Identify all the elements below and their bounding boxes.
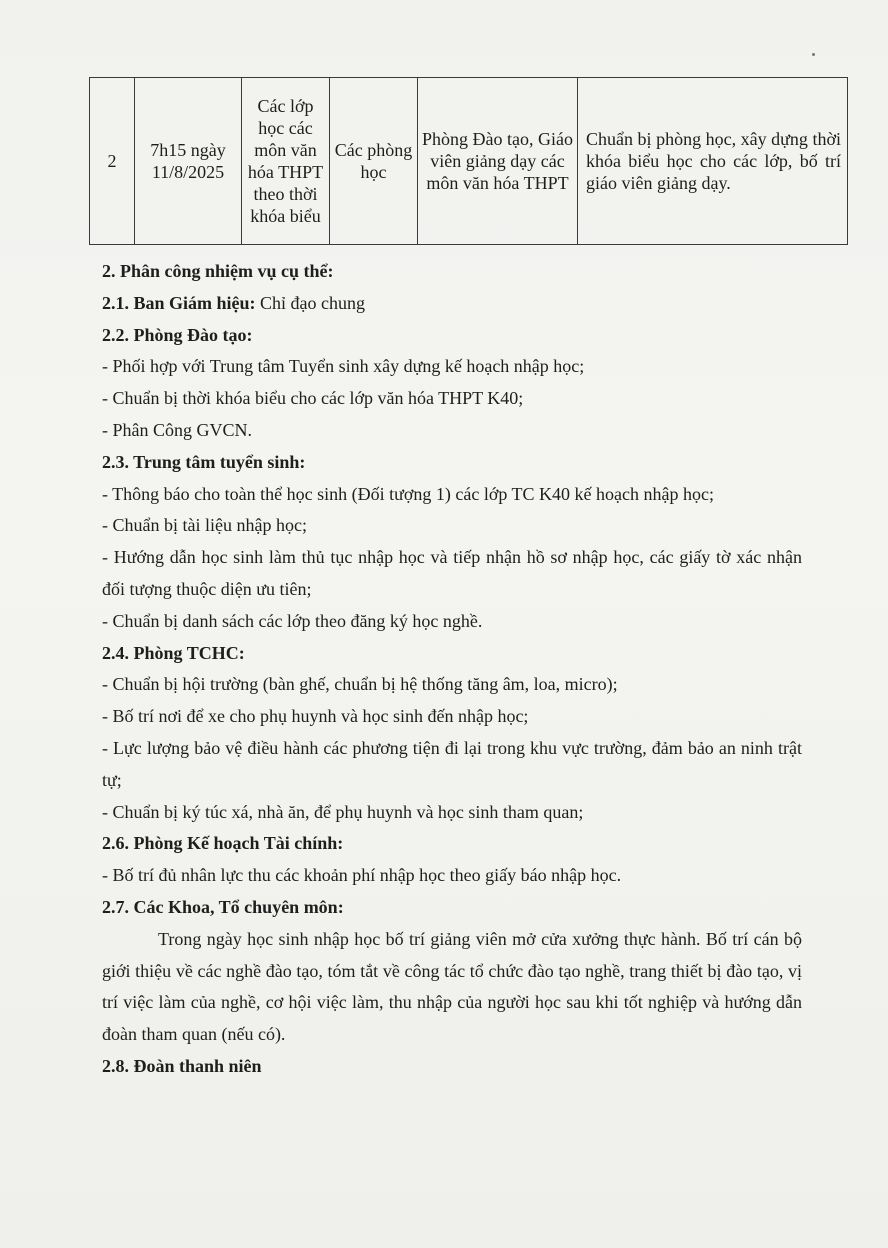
cell-responsible: Phòng Đào tạo, Giáo viên giảng dạy các môn văn hóa THPT [418, 78, 578, 245]
cell-location: Các phòng học [330, 78, 418, 245]
section-2-2-heading: 2.2. Phòng Đào tạo: [102, 324, 253, 345]
section-2-1-text: Chỉ đạo chung [255, 292, 366, 313]
list-item: - Bố trí nơi để xe cho phụ huynh và học sinh đến nhập học; [102, 706, 529, 727]
list-item: - Phối hợp với Trung tâm Tuyển sinh xây dựng kế hoạch nhập học; [102, 356, 585, 377]
list-item: - Thông báo cho toàn thể học sinh (Đối tượng 1) các lớp TC K40 kế hoạch nhập học; [102, 483, 714, 504]
table-row [90, 78, 848, 245]
list-item: - Lực lượng bảo vệ điều hành các phương tiện đi lại trong khu vực trường, đảm bảo an ninh trật tự; [102, 737, 802, 790]
list-item: - Chuẩn bị danh sách các lớp theo đăng ký học nghề. [102, 610, 483, 631]
cell-stt: 2 [90, 78, 135, 245]
list-item: - Chuẩn bị tài liệu nhập học; [102, 515, 307, 536]
list-item: - Chuẩn bị hội trường (bàn ghế, chuẩn bị hệ thống tăng âm, loa, micro); [102, 674, 618, 695]
section-2-1 [102, 288, 802, 320]
list-item: - Phân Công GVCN. [102, 419, 253, 440]
list-item: - Chuẩn bị ký túc xá, nhà ăn, để phụ huynh và học sinh tham quan; [102, 801, 584, 822]
section-title: 2. Phân công nhiệm vụ cụ thể: [102, 261, 334, 281]
list-item: - Hướng dẫn học sinh làm thủ tục nhập học và tiếp nhận hồ sơ nhập học, các giấy tờ xác nhận đối tượng thuộc diện ưu tiên; [102, 547, 802, 599]
schedule-table [89, 77, 848, 245]
document-body [102, 256, 802, 1083]
section-2-7-heading: 2.7. Các Khoa, Tổ chuyên môn: [102, 896, 344, 917]
cell-time: 7h15 ngày 11/8/2025 [135, 78, 242, 245]
section-2-4-heading: 2.4. Phòng TCHC: [102, 642, 245, 663]
section-2-1-heading: 2.1. Ban Giám hiệu: [102, 292, 256, 313]
list-item: - Chuẩn bị thời khóa biểu cho các lớp văn hóa THPT K40; [102, 388, 524, 409]
section-2-6-heading: 2.6. Phòng Kế hoạch Tài chính: [102, 833, 344, 854]
list-item: - Bố trí đủ nhân lực thu các khoản phí nhập học theo giấy báo nhập học. [102, 865, 622, 886]
section-2-7-paragraph: Trong ngày học sinh nhập học bố trí giảng viên mở cửa xưởng thực hành. Bố trí cán bộ giới thiệu về các nghề đào tạo, tóm tắt về công tác tổ chức đào tạo nghề, trang thiết bị đào tạo, vị trí việc làm của nghề, cơ hội việc làm, thu nhập của người học sau khi tốt nghiệp và hướng dẫn đoàn tham quan (nếu có). [102, 928, 802, 1045]
section-2-3-heading: 2.3. Trung tâm tuyển sinh: [102, 451, 306, 472]
cell-content: Các lớp học các môn văn hóa THPT theo thời khóa biểu [242, 78, 330, 245]
scan-speck [812, 53, 815, 56]
section-2-8-heading: 2.8. Đoàn thanh niên [102, 1055, 262, 1076]
cell-task: Chuẩn bị phòng học, xây dựng thời khóa biểu học cho các lớp, bố trí giáo viên giảng dạy. [578, 78, 848, 245]
